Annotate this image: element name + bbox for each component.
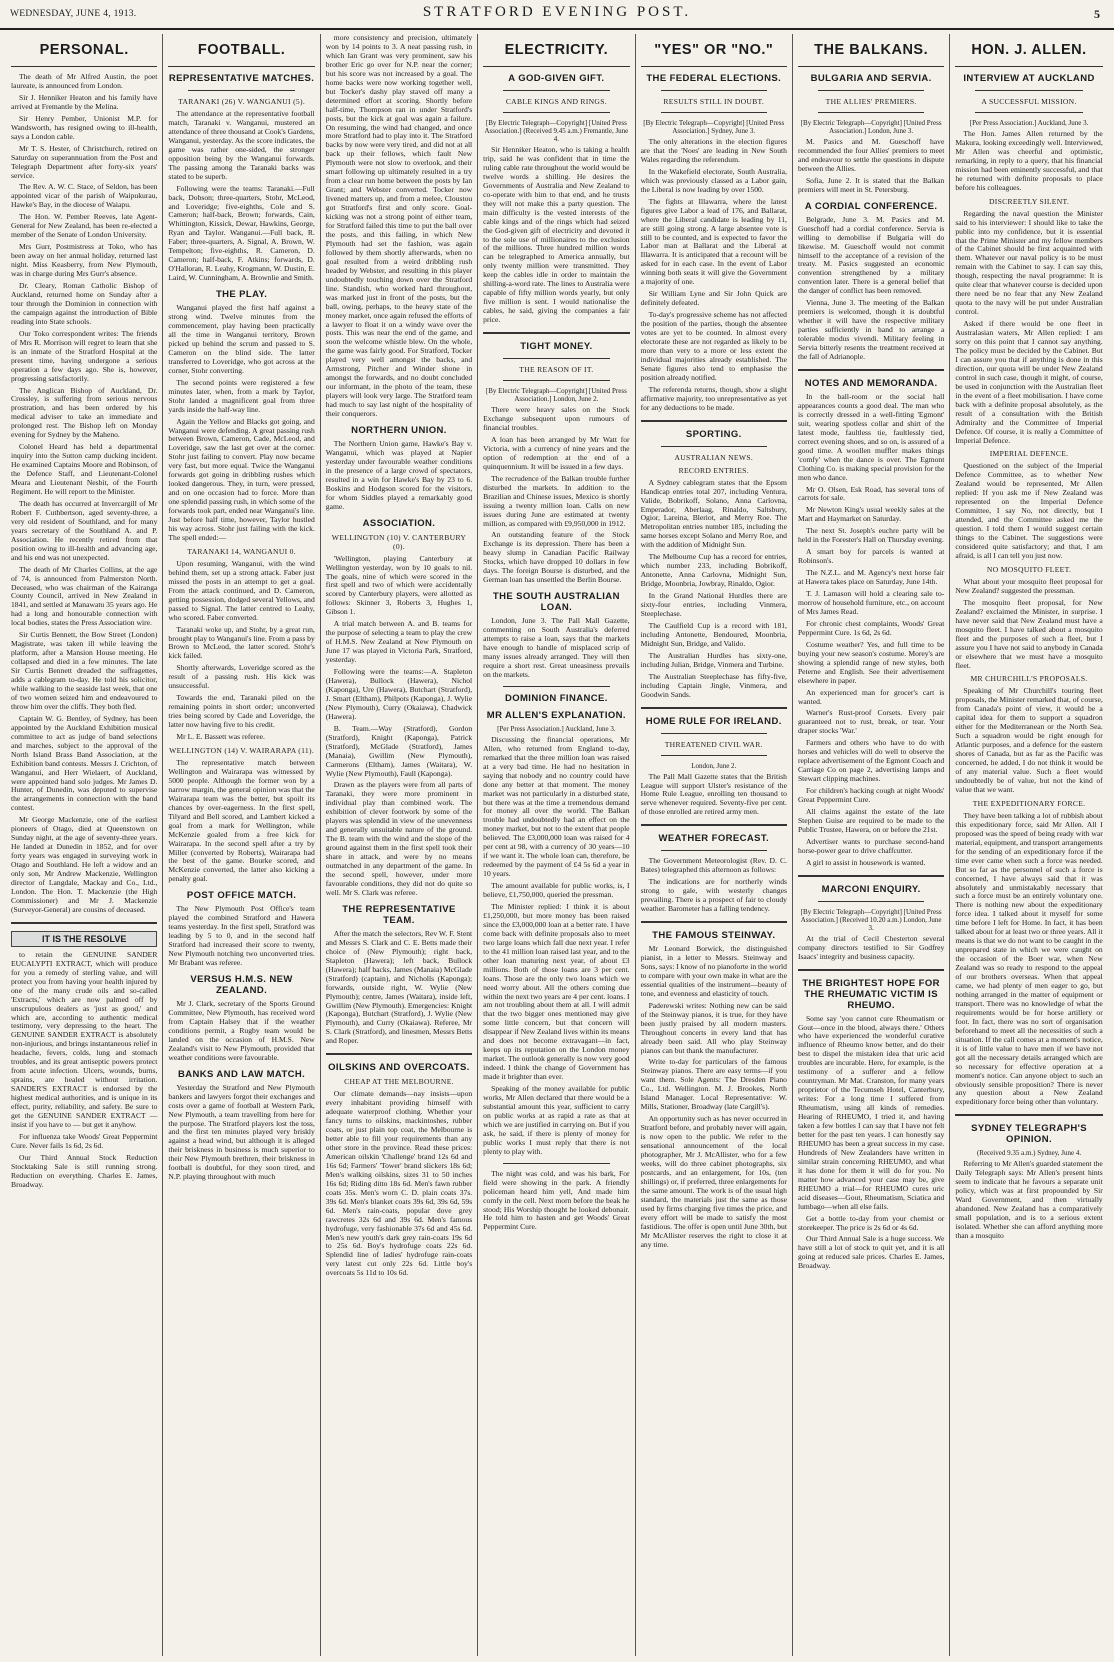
article-paragraph: The Melbourne Cup has a record for entries, which number 233, including Bobrikoff, Antonette, Anna Carlovna, Midnight Sun, Bridge, Moonbria, Jowbray, Rinaldo, Ogior. (640, 552, 787, 589)
divider (641, 707, 787, 709)
article-paragraph: Some say 'you cannot cure Rheumatism or Gout—once in the blood, always there.' Others who have experienced the wonderful curative influence of Rheumo know better, and do their best to dispel the mistaken idea that uric acid troubles are incurable. Here, for example, is the testimony of a sufferer and a fellow countryman. Mr Mat. Cranston, for many years proprietor of the Tecumseh Hotel, Canterbury, writes: For a long time I suffered from Rheumatism, using all kinds of remedies. Hearing of RHEUMO, I tried it, and having taken a few bottles I can say that I have not felt better for the past ten years. I can honestly say RHEUMO has been a great success in my case. Hundreds of New Zealanders have written in similar strain concerning RHEUMO, and what it has done for them it will do for you. No matter how advanced your case may be, give RHEUMO a trial—for RHEUMO cures uric acid diseases—Gout, Rheumatism, Sciatica and lumbago—when all else fails. (797, 1013, 945, 1211)
article-paragraph: Sir William Lyne and Sir John Quick are definitely defeated. (640, 289, 787, 308)
divider (503, 686, 609, 687)
column-5 (636, 34, 793, 1656)
section-heading: REPRESENTATIVE MATCHES. (168, 73, 315, 84)
article-paragraph: An experienced man for grocer's cart is wanted. (797, 687, 945, 706)
article-paragraph: Colonel Heard has held a departmental inquiry into the Sutton camp ducking incident. He examined Captains Moore and Robinson, of the Defence Staff, and Lieutenant-Colonel Meara and Lieutenant Nesbit, of the Fourth Regiment. He will report to the Minister. (11, 442, 158, 496)
article-paragraph: Speaking of the money available for public works, Mr Allen declared that there would be a substantial amount this year, sufficient to carry on public works at as rapid a rate as that at which we are justified in carrying on. But if you ask, he said, if there is plenty of money for public works I must reply that there is not plenty to play with. (483, 1084, 630, 1156)
subheading: WELLINGTON (14) V. WAIRARAPA (11). (169, 746, 315, 755)
column-7 (950, 34, 1107, 1656)
article-paragraph: Get a bottle to-day from your chemist or storekeeper. The price is 2s 6d or 4s 6d. (797, 1213, 945, 1232)
subheading: WELLINGTON (10) V. CANTERBURY (0). (331, 532, 467, 551)
article-paragraph: The Government Meteorologist (Rev. D. C. Bates) telegraphed this afternoon as follows: (640, 856, 787, 875)
article-paragraph: Mr George Mackenzie, one of the earliest pioneers of Otago, died at Queenstown on Sunday night, at the age of seventy-three years. He landed at Dunedin in 1852, and for over forty years was engaged in surveying work in Otago and Southland. He left a widow and an only son, Mr Andrew Mackenzie, Wellington director of Langdale, Mackay and Co., Ltd., London. The Hon. T. Mackenzie (the High Commissioner) and Mr J. Mackenzie (Surveyor-General) are cousins of deceased. (11, 815, 158, 914)
article-paragraph: For children's hacking cough at night Woods' Great Peppermint Cure. (797, 786, 945, 805)
subheading: AUSTRALIAN NEWS. (674, 452, 754, 462)
dateline: [Per Press Association.] Auckland, June 3. (497, 724, 616, 733)
article-paragraph: Again the Yellow and Blacks got going, and Wanganui were defending. A great passing rush between Brown, Cameron, Cade, McLeod, and Loveridge, saw the last get over at the corner. Stohr just failing to convert. Play now became very fast, but more equal. Twice the Wanganui forwards got going in dribbling rushes which looked dangerous. They, in turn, were pressed, and on one occasion had to force. More than one splendid passing rush, in which some of the forwards took part, ended near Wanganui's line. Just before half time, however, Taylor hustled his way across. Stohr just failing with the kick. The spell ended:— (168, 416, 315, 542)
article-paragraph: Sir Curtis Bennett, the Bow Street (London) Magistrate, was taken ill while leaving the platform, after a Mansion House meeting. He collapsed and died in a few minutes. The late Sir Curtis Bennett dreaded the suffragettes, adds a cablegram to-day. He told his solicitor, while walking to the seaside last week, that one of two women seized him and endeavoured to throw him over the cliffs. They both fled. (11, 630, 158, 711)
section-heading: THE PLAY. (215, 289, 268, 301)
article-paragraph: The fights at Illawarra, where the latest figures give Labor a lead of 176, and Ballarat, where the Liberal candidate is leading by 11, are still going strong. A large absentee vote is still to be counted, and is expected to favor the Labor man at Ballarat and the Liberal at Illawarra. It is anticipated that a recount will be asked for in each case. In the event of Labor winning both seats it will give the Government a majority of one. (640, 196, 787, 287)
masthead (0, 0, 1114, 30)
subheading: RECORD ENTRIES. (678, 465, 749, 475)
subheading: RESULTS STILL IN DOUBT. (663, 97, 765, 106)
page-number: 5 (1094, 7, 1100, 21)
article-paragraph: The referenda returns, though, show a slight affirmative majority, too unrepresentative as yet for any deductions to be made. (640, 384, 787, 412)
article-paragraph: to retain the GENUINE SANDER EUCALYPTI EXTRACT, which will produce for you a remedy of sterling value, and will protect you from having your health injured by one of the many crude oils and so-called 'Extracts,' which are now palmed off by unscrupulous dealers as 'just as good,' and which are, according to authentic medical testimony, very depressing to the heart. The GENUINE SANDER EXTRACT is absolutely non-injurious, and brings instantaneous relief in headache, fevers, colds, lung and stomach troubles, and its great antiseptic powers protect from acute infection. Ulcers, wounds, burns, sprains, are healed without irritation. SANDER'S EXTRACT is endorsed by the highest medical authorities, and is unique in its effect, purity, reliability, and safety. Be sure to get the GENUINE SANDER EXTRACT — insist if you have to — but get it anyhow. (11, 949, 158, 1129)
article-paragraph: Upon resuming, Wanganui, with the wind behind them, set up a strong attack. Faber just missed the posts in an attempt to get a goal. From the attack continued, and D. Cameron, getting possession, dodged several Yellows, and passed to Signal. The latter centred to Leahy, who scored. Faber converted. (168, 558, 315, 622)
divider (661, 112, 767, 113)
subheading: THREATENED CIVIL WAR. (664, 739, 763, 749)
article-paragraph: T. J. Lamason will hold a clearing sale to-morrow of household furniture, etc., on account of Mrs James Read. (797, 589, 945, 616)
issue-date: WEDNESDAY, JUNE 4, 1913. (10, 9, 137, 19)
divider (503, 380, 609, 381)
subheading: TARANAKI 14, WANGANUI 0. (187, 546, 296, 556)
article-paragraph: The indications are for northerly winds strong to gale, with westerly changes prevailing. There is a prospect of fair to cloudy weather. Barometer has a falling tendency. (640, 877, 787, 914)
article-paragraph: The amount available for public works, is, I believe, £1,750,000, queried the pressman. (483, 881, 630, 900)
article-paragraph: For chronic chest complaints, Woods' Great Peppermint Cure. 1s 6d, 2s 6d. (797, 618, 945, 637)
article-paragraph: The Australian Steeplechase has fifty-five, including Captain Jingle, Vinmera, and Goodwin Sands. (640, 671, 787, 699)
dateline: [Per Press Association.] Auckland, June 3. (969, 119, 1089, 127)
divider (641, 420, 787, 422)
article-paragraph: Advertiser wants to purchase second-hand horse-power gear to drive chaffcutter. (797, 836, 945, 855)
divider (661, 755, 767, 756)
article-paragraph: The representative match between Wellington and Wairarapa was witnessed by 5000 people. Although the former won by a narrow margin, the general opinion was that the Wairarapa team was the better, but spoilt its chances by over-eagerness. In the first spell, Tilyard and Bell scored, and Lambert kicked a goal from a mark for Wellington, while McKenzie goaled from a free kick for Wairarapa. In the second spell after a try by Miller (converted by Roberts), Wairarapa had the best of the game. Bourke scored, and McKenzie converted, the latter also kicking a penalty goal. (168, 758, 315, 884)
divider (661, 446, 767, 447)
article-paragraph: London, June 3. The Pall Mall Gazette, commenting on South Australia's deferred attempts to raise a loan, says that the markets have enough to handle of misplaced scrip of many issues already arranged. They will then require a short rest. Great uneasiness prevails on the markets. (483, 616, 630, 679)
article-paragraph: The Pall Mall Gazette states that the British League will support Ulster's resistance of the Home Rule League, enrolling ten thousand to serve whenever required. Seventy-five per cent. of those enrolled are retired army men. (640, 771, 787, 817)
column-1 (6, 34, 163, 1656)
article-paragraph: At the trial of Cecil Chesterton several company directors testified to Sir Godfrey Isaacs' integrity and business capacity. (797, 933, 945, 961)
article-paragraph: Warner's Rust-proof Corsets. Every pair guaranteed not to rust, break, or tear. Your draper stocks 'War.' (797, 708, 945, 736)
article-paragraph: An outstanding feature of the Stock Exchange is its depression. There has been a heavy slump in Canadian Pacific Railway Stocks, which have dropped 10 dollars in few days. The foreign Bourse is disturbed, and the German loan has unsettled the Berlin Bourse. (483, 530, 630, 585)
section-heading: MARCONI ENQUIRY. (821, 883, 921, 895)
article-paragraph: Referring to Mr Allen's guarded statement the Daily Telegraph says: Mr Allen's present hints seem to indicate that he favours a separate unit policy, which was at first propounded by Sir Ward Government, and then virtually abandoned. New Zealand has a comparatively small population, and is to a serious extent isolated. Whether she can afford anything more than a mosquito (955, 1159, 1103, 1240)
section-heading: INTERVIEW AT AUCKLAND (963, 73, 1095, 84)
section-heading: NORTHERN UNION. (351, 424, 447, 436)
section-heading: MR ALLEN'S EXPLANATION. (486, 709, 626, 721)
divider (661, 850, 767, 851)
article-paragraph: Mr J. Clark, secretary of the Sports Ground Committee, New Plymouth, has received word from Captain Halsey that if the weather conditions permit, a Rugby team would be landed on the occasion of H.M.S. New Zealand's visit to New Plymouth, provided that weather conditions were favourable. (168, 999, 315, 1062)
article-paragraph: Questioned on the subject of the Imperial Defence Committee, as to whether New Zealand would be represented, Mr Allen replied: If you ask me if New Zealand was represented on the Imperial Defence Committee, I say No, not directly, but I attended, and the Committee asked me the question. I told them I would suggest certain things to the Cabinet. The suggestions were considered quite satisfactory; and that, I am afraid, is all I can tell you just now. (955, 461, 1103, 560)
section-heading: ASSOCIATION. (362, 517, 436, 529)
article-paragraph: Vienna, June 3. The meeting of the Balkan premiers is welcomed, though it is doubtful whether it will have the respective military parties sufficiently in hand to arrange a tolerable modus vivendi. Military feeling in Servia bitterly resents the treatment received at the fall of Adrianople. (797, 298, 945, 362)
article-paragraph: The recrudence of the Balkan trouble further disturbed the markets. In addition to the Brazilian and Chinese issues, Mexico is shortly issuing a twenty million loan. Calls on new issues during June are estimated at twenty million, as compared with £9,950,000 in 1912. (483, 473, 630, 528)
article-paragraph: What about your mosquito fleet proposal for New Zealand? suggested the pressman. (955, 576, 1103, 595)
article-paragraph: Regarding the naval question the Minister said to his interviewer: I should like to take the public into my confidence, but it is essential that the Prime Minister and my fellow members of the Cabinet should be first acquainted with them. Whatever our naval policy is to be must remain with the Cabinet to say. I can say this, though, respecting the naval programme: It is quite clear that whatever course is decided upon there need be no fear that any New Zealand quota to the navy will be put under Australian control. (955, 208, 1103, 317)
article-paragraph: 'Wellington, playing Canterbury at Wellington yesterday, won by 10 goals to nil. The goals, nine of which were scored in the first spell and two of which were accidentally scored by Canterbury players, were allotted as follows: Skinner 3, Roberts 3, Hughes 1, Gibson 1. (325, 553, 473, 617)
divider (503, 112, 609, 113)
article-paragraph: Wanganui played the first half against a strong wind. Twelve minutes from the commencement, play having been practically all the time in Wanganui territory, Brown picked up behind the scrum and passed to S. Cameron on the blind side. The latter transferred to Loveridge, who got across at the corner, Stohr converting. (168, 303, 315, 375)
columns (6, 34, 1108, 1656)
dateline: (Received 9.35 a.m.) Sydney, June 4. (976, 1149, 1082, 1158)
column-headline: THE BALKANS. (798, 34, 944, 67)
section-heading: WEATHER FORECAST. (658, 833, 770, 845)
article-paragraph: The Australian Hurdles has sixty-one, including Julian, Bridge, Vinmera and Turbine. (640, 650, 787, 669)
section-heading: SYDNEY TELEGRAPH'S OPINION. (971, 1123, 1087, 1146)
article-paragraph: Our Third Annual Sale is a huge success. We have still a lot of stock to quit yet, and it is all going at reduced sale prices. Charles E. James, Broadway. (797, 1234, 945, 1271)
article-paragraph: The N.Z.L. and M. Agency's next horse fair at Hawera takes place on Saturday, June 14th. (797, 568, 945, 587)
divider (11, 922, 157, 924)
article-paragraph: The Minister replied: I think it is about £1,250,000, but more money has been raised since the £3,000,000 loan at a better rate. I have come back with definite proposals also to meet two large loans which fall due next year. I refer to the 41 million loan raised last year, and to the other loan maturing next year, of about £3 millions. Both of those loans are 3 per cent. loans. Those are the only two loans which we need worry about. All the others coming due within the next two years are 4 per cent. loans. I am not troubling about them at all. I will admit that the two bigger ones mentioned may give some little concern, but that concern will disappear if New Zealand lives within its means and does not become extravagant—in fact, keeps up its reputation on the London money market. The outlook generally is now very good indeed. I think the change of Government has made it brighter than ever. (483, 902, 630, 1082)
article-paragraph: The Hon. James Allen returned by the Makura, looking exceedingly well. Interviewed, Mr Allen was cheerful and optimistic, remarking, in reply to a query, that his financial mission had been eminently successful, and that he returned with definite proposals to place before his colleagues. (955, 129, 1103, 192)
article-paragraph: The mosquito fleet proposal, for New Zealand? exclaimed the Minister, in surprise. I have never said that New Zealand must have a mosquito fleet. I have talked about a mosquito fleet and the purposes of such a fleet, but I assure you I have not said to anybody in Canada or elsewhere that we must have a mosquito fleet. (955, 597, 1103, 670)
section-heading: THE BRIGHTEST HOPE FOR THE RHEUMATIC VICTIM IS RHEUMO. (802, 977, 940, 1011)
article-paragraph: The death of Mr Charles Collins, at the age of 74, is announced from Palmerston North. Deceased, who was chairman of the Kairanga County Council, arrived in New Zealand in 1841, and settled at Manawatu 35 years ago. He had a long and honourable connection with local bodies, states the Press Association wire. (11, 564, 158, 628)
article-paragraph: Mr L. E. Bassett was referee. (176, 732, 265, 742)
article-paragraph: Belgrade, June 3. M. Pasics and M. Gueschoff had a cordial conference. Servia is willing to demobilise if Bulgaria will do likewise. M. Gueschoff would not commit himself to the acceptance of a revision of the treaty. M. Pasics suggested an economic convention strengthened by a military convention later. There is a general belief that the danger of conflict has been removed. (797, 214, 945, 296)
article-paragraph: A trial match between A. and B. teams for the purpose of selecting a team to play the crew of H.M.S. New Zealand at New Plymouth on June 17 was played in Victoria Park, Stratford, yesterday. (325, 619, 473, 665)
divider (326, 1053, 472, 1055)
article-paragraph: The second points were registered a few minutes later, when, from a mark by Taylor, Stohr landed a magnificent goal from three yards inside the half-way line. (168, 377, 315, 414)
article-paragraph: For influenza take Woods' Great Peppermint Cure. Never fails 1s 6d, 2s 6d. (11, 1131, 158, 1150)
article-paragraph: Our climate demands—nay insists—upon every inhabitant providing himself with adequate waterproof clothing. Whether your fancy turns to oilskins, mackintoshes, rubber coats, or just plain top coat, the Melbourne is better able to fill your requirements than any other store in the province. Read these prices: American oilskin 'Challenge' brand 12s 6d and 16s 6d; Farmers' 'Tower' brand slickers 18s 6d; Men's walking oilskins, sizes 31 to 50 inches 16s 6d; Riding ditto 18s 6d. Men's fawn rubber coats 35s. Men's worn C. D. plain coats 37s. 39s 6d. Men's blanket coats 39s 6d, 39s 6d, 59s 6d. Men's rain-coats, popular dove grey rawcretes 32s 6d and 39s 6d. Men's famous hydrofuge, very fashionable 37s 6d and 45s 6d. Men's new youth's dark grey rain-coats 19s 6d to 25s 6d. Boy's hydrofuge coats 22s 6d. Splendid line of ladies' hydrofuge rain-coats very latest cut only 22s 6d. Little boy's overcoats 5s 11d to 10s 6d. (325, 1089, 473, 1278)
article-paragraph: An opportunity such as has never occurred in Stratford before, and probably never will again, is now open to the public. We refer to the sensational announcement of the local photographer, Mr J. McAllister, who for a few weeks, will do three cabinet photographs, six postcards, and an enlargement, for 10s, (ten shillings) or, if preferred, three enlargements for the same amount. The work is of the usual high standard, the materials just the same as those used by firms charging five times the price, and every effort will be made to satisfy the most fastidious. The offer is open until June 30th, but Mr McAllister reserves the right to close it at any time. (640, 1114, 787, 1249)
divider (641, 921, 787, 923)
article-paragraph: Speaking of Mr Churchill's touring fleet proposals, the Minister remarked that, of course, from Canada's point of view, it would be a capital idea for them to support a squadron either for the Mediterranean or the North Sea. Such a squadron would be right enough for Atlantic purposes, and a defence for the eastern shores of Canada, but as far as the Pacific was concerned, he added, I do not think it would be of any material value. Such a fleet would undoubtedly be of value, but not the kind of value that we want. (955, 686, 1103, 794)
dateline: [By Electric Telegraph—Copyright] [United Press Association.] Sydney, June 3. (643, 119, 785, 135)
section-heading: A GOD-GIVEN GIFT. (508, 73, 605, 84)
article-paragraph: The night was cold, and was his bark, For field were showing in the park. A friendly policeman heard him yell, And made him comfy in the cell. Next morn before the beak he stood; His Worship thought he looked debonair. He told him to hasten and get Woods' Great Peppermint Cure. (483, 1168, 630, 1232)
article-paragraph: Paderewski writes: Nothing new can be said of the Steinway pianos, it is true, for they have been justly praised by all modern masters. Throughout concerts in every land that has already been said. All who play Steinway pianos can but thank the manufacturer. (640, 1000, 787, 1055)
article-paragraph: Our Toko correspondent writes: The friends of Mrs R. Morrison will regret to learn that she is an inmate of the Stratford Hospital at the present time, having undergone a serious operation a few days ago. She is, however, progressing satisfactorily. (11, 328, 158, 383)
article-paragraph: The Northern Union game, Hawke's Bay v. Wanganui, which was played at Napier yesterday under favourable weather conditions in the presence of a large crowd of spectators, resulted in a win for Hawke's Bay by 23 to 6. Boskins and Hodgson scored for the visitors, for whom Siddles played a remarkably good game. (325, 438, 473, 511)
divider (798, 875, 944, 877)
section-heading: HOME RULE FOR IRELAND. (645, 715, 782, 727)
subheading: DISCREETLY SILENT. (988, 196, 1070, 206)
dateline: [By Electric Telegraph—Copyright] [United Press Association.] London, June 2. (485, 387, 627, 404)
article-paragraph: The Rev. A. W. C. Stace, of Seldon, has been appointed vicar of the parish of Waipukurau, Hawke's Bay, in the diocese of Waiapu. (11, 182, 158, 210)
article-paragraph: Sir Henniker Heaton, who is taking a health trip, said he was confident that in time the ruling cable rate throughout the world would be twelve words a shilling. He desires the Governments of Australia and New Zealand to co-operate with him to that end, and he trusts they will not make this a party question. The main difficulty is the vested interests of the cable kings and of the rings which had seized the God-given gift of electricity and devoted it to the sole use of millionaires to the exclusion of the millions. Three hundred million words can be telegraphed to America annually, but only twenty million were transmitted. They keep the cables idle in order to maintain the shilling-a-word rate. The lines to Australia were capable of fifty million words yearly, but only five million is sent. I would nationalise the cables, he said, giving the companies a fair price. (483, 145, 630, 325)
article-paragraph: Sir J. Henniker Heaton and his family have arrived at Fremantle by the Melina. (11, 92, 158, 111)
divider (818, 901, 924, 902)
column-headline: FOOTBALL. (168, 34, 314, 67)
article-paragraph: In the ball-room or the social hall appearances counts a good deal. The man who is correctly dressed in a well-fitting 'Egmont' suit, wearing spotless collar and shirt of the latest mode, faultless tie, faultlessly tied, correct evening shoes, and so on, is assured of a good time. A woollen muffler makes things 'comfy' when the dance is over. The Egmont Clothing Co. is making special provision for the men who dance. (797, 391, 945, 482)
divider (483, 332, 629, 334)
article-paragraph: more consistency and precision, ultimately won by 14 points to 3. A neat passing rush, in which Ian Grant was very prominent, saw his brother Eric go over for N.P. near the corner; but his score was not increased by a goal. The home backs were now working together well, but Tocker's dashy play staved off many a determined effort at scoring. Shortly before half-time, Thompson ran in under Stratford's posts, but the kick at goal was again a failure. On resuming, the wind had changed, and once more Stratford had to play into it. The Stratford backs by now were very tired, and did not at all back up their fellows, which fault New Plymouth were not slow to overlook, and their smart following up ultimately resulted in a try from a clear run home between the posts by Ian Grant; and Webster converted. Tocker now livened matters up, and from a melee, Cloustou got Stratford's first and only score. Goal-kicking was not a strong point of either team, for Stratford failed this time to put the ball over the posts, and this failing, in which New Plymouth had set the fashion, was again followed by them shortly afterwards, when no goal resulted from a weird dribbling rush headed by Webster, and resulting in this player undoubtedly touching down over the Stratford line. Standish, who worked hard throughout, was marked just in front of the posts, but the ball, owing, perhaps, to the heavy state of the money market, once again refused the efforts of a lawyer to float it on a windy wave over the posts. This was near the end of the game, and soon the welcome whistle blew. On the whole, the game was fairly good. For Stratford, Tocker played very well amongst the backs, and Armstrong, Pitcher and Winder shone in amongst the forwards, and no doubt concluded our informant, in the photo of the team, these players will look very large. The Stratford team had much to say last night of the hospitality of their conquerors. (325, 34, 473, 419)
divider (661, 90, 767, 91)
article-paragraph: Mr T. S. Hester, of Christchurch, retired on Saturday on superannuation from the Post and Telegraph Department after forty-six years' service. (11, 143, 158, 180)
dateline: London, June 2. (691, 761, 737, 770)
article-paragraph: Discussing the financial operations, Mr Allen, who returned from England to-day, remarked that the three million loan was raised at a very bad time. He had no hesitation in saying that nobody and no country could have done any better at that moment. The money market was not particularly in a disturbed state, but there was at the time a tremendous demand for money all over the world. The Balkan trouble had undoubtedly had an effect on the money market, but not to the extent that people believed. The £3,000,000 loan was raised for 4 per cent at 98, with a currency of 30 years—10 if we want it. The whole loan can, therefore, be redeemed by the payment of £4 5s 6d a year in 10 years. (483, 734, 630, 879)
section-heading: TIGHT MONEY. (520, 341, 593, 353)
subheading: THE ALLIES' PREMIERS. (825, 97, 917, 106)
article-paragraph: A loan has been arranged by Mr Watt for Victoria, with a currency of nine years and the option of redemption at the end of a quinquennium. It will be issued in a few days. (483, 434, 630, 471)
divider (503, 1163, 609, 1164)
section-heading: THE REPRESENTATIVE TEAM. (342, 903, 456, 926)
divider (798, 369, 944, 371)
section-heading: THE FAMOUS STEINWAY. (652, 930, 776, 942)
article-paragraph: B. Team.—Way (Stratford), Gordon (Stratford), Knight (Kaponga), Patrick (Stratford), McGlade (Stratford), James (Manaia), Gwillim (New Plymouth), Carmerons (Eltham), James (Waitara), W. Wylie (New Plymouth), Faull (Kaponga). (325, 723, 473, 778)
column-headline: "YES" OR "NO." (641, 34, 787, 67)
article-paragraph: The Anglican Bishop of Auckland, Dr. Crossley, is suffering from serious nervous prostration, and has been ordered by his medical adviser to take an immediate and prolonged rest. The Bishop left on Monday evening for Sydney by the Maheno. (11, 385, 158, 440)
article-paragraph: The attendance at the representative football match, Taranaki v. Wanganui, mustered an attendance of three thousand at Cook's Gardens, Wanganui, yesterday. As the score indicates, the game was rather one-sided, the stronger opposition being by the Wanganui forwards. The passing among the Taranaki backs was stated to be superb. (168, 109, 315, 181)
article-paragraph: Following were the teams:—A. Stapleton (Hawera), Bullock (Hawera), Nichol (Kaponga), Ure (Hawera), Butchart (Stratford), J. Smart (Eltham), Philpots (Kaponga), J. Wylie (New Plymouth), Curry (Okaiawa), Chadwick (Hawera). (325, 667, 473, 721)
article-paragraph: Asked if there would be one fleet in Australasian waters, Mr Allen replied: I am sorry on this point that I cannot say anything. The policy must be decided by the Cabinet. But I can assure you that if anything is done in this direction, our quota will be under New Zealand control in such case, though it might, of course, be used in conjunction with the Australian fleet in the event of a fleet mobilisation. I have come back with a definite proposal absolutely, as the result of a consultation with the British Admiralty and the Committee of Imperial Defence. Of course, it is really a Committee of Imperial Defence. (955, 319, 1103, 445)
article-paragraph: In the Wakefield electorate, South Australia, which was previously classed as a Labor gain, the Liberal is now leading by over 1500. (640, 166, 787, 194)
article-paragraph: A Sydney cablegram states that the Epsom Handicap entries total 207, including Ventura, Valide, Bobrikoff, Solano, Anna Carlovna, Emperador, Aberlaag, Rinaldo, Saltsbury, Ogior, Lareina, Bleriot, and Merry Roe. The Metropolitan entries number 185, including the same horses except Solano and Merry Roe, and with the addition of Midnight Sun. (640, 477, 787, 550)
article-paragraph: The death of Mr Alfred Austin, the poet laureate, is announced from London. (11, 72, 158, 90)
dateline: [By Electric Telegraph—Copyright] [United Press Association.] (Received 9.45 a.m.) Fremantle, June 4. (484, 119, 629, 143)
subheading: CHEAP AT THE MELBOURNE. (344, 1077, 454, 1087)
column-4 (478, 34, 635, 1656)
article-paragraph: There were heavy sales on the Stock Exchange subsequent upon rumours of financial troubles. (483, 405, 630, 432)
divider (188, 90, 294, 91)
article-paragraph: Drawn as the players were from all parts of Taranaki, they were more prominent in individual play than combined work. The exhibition of clever footwork by some of the players was splendid in view of the unevenness and generally unsuitable nature of the ground. The B. team with the wind and the slope of the ground against them in the first spell took their share in attack, and were by no means outmatched in any department of the game. In the second spell, however, under more favourable conditions, they did not do quite so well. Mr S. Clark was referee. (325, 780, 473, 897)
column-headline: HON. J. ALLEN. (955, 34, 1102, 67)
article-paragraph: Mr Newton King's usual weekly sales at the Mart and Haymarket on Saturday. (797, 505, 945, 524)
subheading: THE REASON OF IT. (519, 365, 594, 375)
article-paragraph: Write to-day for particulars of the famous Steinway pianos. There are easy terms—if you want them. Sole Agents: The Dresden Piano Co., Ltd. Wellington. M. J. Brookes, North Island Manager. Local Representative: W. Mills, Stationer, Broadway (late Cargill's). (640, 1057, 787, 1112)
article-paragraph: Mr O. Olsen, Esk Road, has several tons of carrots for sale. (797, 484, 945, 503)
article-paragraph: Shortly afterwards, Loveridge scored as the result of a passing rush. His kick was unsuccessful. (168, 663, 315, 691)
article-paragraph: A smart boy for parcels is wanted at Robinson's. (797, 547, 945, 566)
section-heading: OILSKINS AND OVERCOATS. (328, 1062, 470, 1074)
dateline: [By Electric Telegraph—Copyright] [United Press Association.] (Received 10.20 a.m.) London, June 3. (800, 907, 942, 932)
divider (975, 90, 1082, 91)
article-paragraph: M. Pasics and M. Gueschoff have recommended the four Allies' premiers to meet and endeavour to settle the questions in dispute between the Allies. (797, 137, 945, 173)
article-paragraph: Captain W. G. Bentley, of Sydney, has been appointed by the Auckland Exhibition musical committee to act as judge of band selections and marches, subject to the approval of the North Island Brass Band Association, at the Exhibition band contests. Messrs J. Crichton, of Wanganui, and Herr Wielaert, of Auckland, were appointed band solo judges. Mr James D. Hunter, of Dunedin, was deputed to supervise the arrangements in connection with the band contest. (11, 713, 158, 813)
advert-heading: IT IS THE RESOLVE (11, 931, 157, 947)
section-heading: VERSUS H.M.S. NEW ZEALAND. (190, 974, 293, 997)
section-heading: BANKS AND LAW MATCH. (177, 1068, 306, 1080)
section-heading: NOTES AND MEMORANDA. (804, 377, 938, 389)
section-heading: THE SOUTH AUSTRALIAN LOAN. (492, 591, 620, 614)
article-paragraph: Farmers and others who have to do with horses and vehicles will do well to observe the replace advertisement of the Egmont Coach and Carriage Co on page 2, advertising lamps and Stewart clipping machines. (797, 738, 945, 784)
section-heading: DOMINION FINANCE. (504, 692, 608, 704)
article-paragraph: Dr. Cleary, Roman Catholic Bishop of Auckland, returned home on Sunday after a tour through the Dominion in connection with the campaign against the introduction of Bible reading into State schools. (11, 281, 158, 326)
divider (503, 90, 609, 91)
column-headline: PERSONAL. (11, 34, 157, 67)
subheading: A SUCCESSFUL MISSION. (981, 97, 1077, 106)
article-paragraph: They have been talking a lot of rubbish about this expeditionary force, said Mr Allen. All I proposed was the speed of being ready with war material, equipment, and transport arrangements for the sending of an expeditionary force if the time ever came when such a force was needed. But so far as the personnel of such a force is concerned, I have always said that it was absolutely and unmistakably necessary that such a force must be an entirely voluntary one. There is nothing new about the expeditionary force idea. I talked about it myself for some time before I left for Home. In fact, it has been talked about for at least two or three years. All it means is that we do not want to be caught in the unprepared state in which we were caught on the occasion of the Boer war, when New Zealand was so ready to respond to the appeal of our brothers overseas. When that appeal came, we had plenty of men eager to go, but nothing arranged in the matter of equipment or transport. There was no knowledge of what the requirements would be for horse artillery or foot. In fact, there was no sort of organisation beforehand to meet all the necessities of such a situation. If the call comes at a moment's notice, it is of little value to have men if we have not got all the necessary details arranged which are so necessary for effective operation at a moment's notice. Can anyone object to such an obviously sensible proposition? There is never any question about a New Zealand expeditionary force being other than voluntary. (955, 810, 1103, 1107)
article-paragraph: The only alterations in the election figures are that the 'Noes' are leading in New South Wales regarding the referendum. (640, 137, 787, 164)
article-paragraph: The next St. Joseph's euchre party will be held in the Forester's Hall on Thursday evening. (797, 526, 945, 545)
divider (955, 1114, 1102, 1116)
article-paragraph: The Hon. W. Pember Reeves, late Agent-General for New Zealand, has been re-elected a member of the Senate of London University. (11, 212, 158, 240)
subheading: TARANAKI (26) V. WANGANUI (5). (178, 97, 306, 106)
article-paragraph: Following were the teams: Taranaki.—Full back, Dobson; three-quarters, Stohr, McLeod, and Loveridge; five-eighths, Cole and S. Cameron; half-back, Brown; forwards, Cain, Whittington, Kissick, Dewar, Hawkins, George, Ryan and Taylor. Wanganui.—Full back, R. Faber; three-quarters, A. Signal, A. Brown, W. Tempelton; five-eighths, R. Cameron, D. Cameron; half-back, F. Atkins; forwards, D. O'Halloran, R. Leahy, Krogmann, W. Dustin, E. Laird, W. Cunningham, A. Brownlie and Smith. (168, 183, 315, 283)
divider (818, 90, 924, 91)
column-headline: ELECTRICITY. (483, 34, 629, 67)
article-paragraph: Taranaki woke up, and Stohr, by a great run, brought play to Wanganui's line. From a pass by Brown to McLeod, the latter scored. Stohr's kick failed. (168, 624, 315, 661)
article-paragraph: Our Third Annual Stock Reduction Stocktaking Sale is still running strong. Reduction on everything. Charles E. James, Broadway. (11, 1152, 158, 1189)
divider (641, 824, 787, 826)
section-heading: BULGARIA AND SERVIA. (810, 73, 932, 84)
column-6 (793, 34, 950, 1656)
subheading: MR CHURCHILL'S PROPOSALS. (970, 674, 1088, 684)
divider (818, 112, 924, 113)
article-paragraph: After the match the selectors, Rev W. F. Stent and Messrs S. Clark and C. E. Betts made their choice of (New Plymouth); right back, Stapleton (Hawera); left back, Bullock (Hawera); half backs, James (Manaia) McGlade (Stratford) (captain), and Nicholls (Kaponga); forwards, outside right, W. Wylie (New Plymouth); centre, James (Waitara), inside left, Gwillim (New Plymouth). Emergencies: Knight (Kaponga), Butchart (Stratford), J. Wylie (New Plymouth), and Curry (Okaiawa). Referee, Mr S. Clark (Stratford), and linesmen, Messrs Betts and Roper. (325, 928, 473, 1046)
column-3 (321, 34, 478, 1656)
divider (975, 112, 1082, 113)
article-paragraph: Yesterday the Stratford and New Plymouth bankers and lawyers forgot their exchanges and costs over a game of football at Western Park, New Plymouth, a team travelling from here for the purpose. The Stratford players lost the toss, and the first ten minutes played very briskly against a head wind, but although it is alleged their briskness in business is much superior to their New Plymouth brethren, their briskness in football is doubtful, for they soon tired, and N.P. playing throughout with much (168, 1082, 315, 1182)
section-heading: SPORTING. (685, 428, 742, 440)
article-paragraph: Costume weather? Yes, and full time to be buying your new season's costume. Morey's are showing a splendid range of new styles, both Peterne and English. See their advertisement elsewhere in paper. (797, 639, 945, 685)
article-paragraph: Mr Leonard Borwick, the distinguished pianist, in a letter to Messrs. Steinway and Sons, says: I know of no pianoforte in the world to compare with your own make in what are the essential qualities of the instrument—beauty of tone, and evenness and elasticity of touch. (640, 944, 787, 998)
article-paragraph: The death has occurred at Invercargill of Mr Robert F. Cuthbertson, aged seventy-three, a very old resident of Southland, and for many years secretary of the Southland A. and P. Association. He recently retired from that position owing to ill-health and advancing age, and his end was not unexpected. (11, 498, 158, 562)
subheading: NO MOSQUITO FLEET. (986, 564, 1072, 574)
subheading: CABLE KINGS AND RINGS. (505, 97, 607, 106)
article-paragraph: The Caulfield Cup is a record with 181, including Antonette, Bendoured, Moonbria, Midnight Sun, Bridge, and Valido. (640, 620, 787, 648)
article-paragraph: Mrs Gurr, Postmistress at Toko, who has been away on her annual holiday, returned last night. Miss Keasberry, from New Plymouth, was in charge during Mrs Gurr's absence. (11, 242, 158, 279)
article-paragraph: All claims against the estate of the late Stephen Guise are required to be made to the Public Trustee, Hawera, on or before the 21st. (797, 807, 945, 834)
article-paragraph: Sofia, June 2. It is stated that the Balkan premiers will meet in St. Petersburg. (797, 175, 945, 194)
divider (503, 358, 609, 359)
section-heading: POST OFFICE MATCH. (186, 890, 297, 902)
divider (798, 969, 944, 971)
article-paragraph: To-day's progressive scheme has not affected the position of the parties, though the absentee votes are yet to be counted. In almost every electorate these are not regarded as likely to be more than very to a more or less extent the individual majorities already established. The Senate figures also tend to emphasise the position already notified. (640, 310, 787, 382)
article-paragraph: A girl to assist in housework is wanted. (805, 857, 926, 867)
dateline: [By Electric Telegraph—Copyright] [United Press Association.] London, June 3. (800, 119, 942, 135)
paper-title: STRATFORD EVENING POST. (422, 4, 692, 20)
article-paragraph: Towards the end, Taranaki piled on the remaining points in short order; unconverted tries being scored by Cade and Loveridge, the latter now having five to his credit. (168, 693, 315, 730)
column-2 (163, 34, 320, 1656)
section-heading: THE FEDERAL ELECTIONS. (646, 73, 782, 84)
article-paragraph: In the Grand National Hurdles there are sixty-four entries, including Vinmera, Steeplechase. (640, 591, 787, 618)
subheading: THE EXPEDITIONARY FORCE. (972, 798, 1086, 808)
section-heading: A CORDIAL CONFERENCE. (804, 200, 938, 212)
divider (661, 733, 767, 734)
subheading: IMPERIAL DEFENCE. (989, 449, 1069, 459)
article-paragraph: Sir Henry Pember, Unionist M.P. for Wandsworth, has resigned owing to ill-health, says a London cable. (11, 113, 158, 141)
article-paragraph: The New Plymouth Post Office's team played the combined Stratford and Hawera teams yesterday. In the first spell, Stratford was leading by 5 to 0, and in the second half Stratford had increased their score to twenty, New Plymouth notching two unconverted tries. Mr Brabant was referee. (168, 904, 315, 968)
